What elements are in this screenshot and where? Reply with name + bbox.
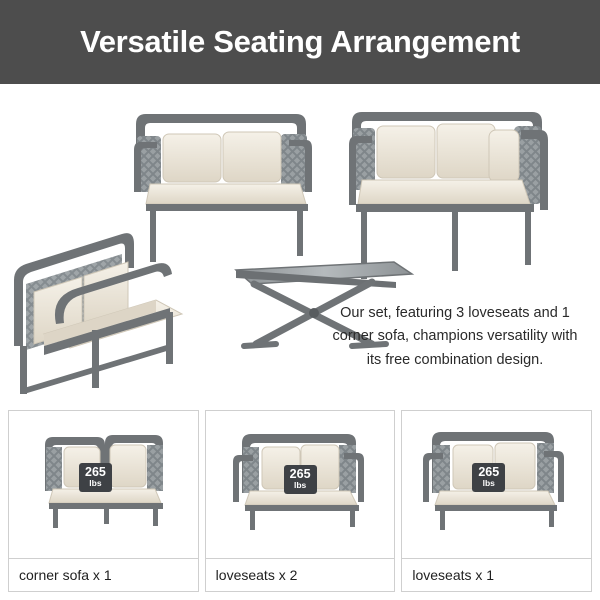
header-banner <box>0 0 600 84</box>
card-loveseats-two[interactable] <box>205 410 396 592</box>
back-right-sofa <box>349 112 548 279</box>
badge-value: 265 <box>478 465 500 479</box>
card-label-corner-sofa: corner sofa x 1 <box>9 558 198 591</box>
product-cards <box>0 404 600 600</box>
loveseat-two-seat-photo <box>206 411 395 558</box>
weight-capacity-badge <box>472 463 505 492</box>
badge-unit: lbs <box>293 480 307 491</box>
card-label-loveseats-one: loveseats x 1 <box>402 558 591 591</box>
badge-unit: lbs <box>482 478 495 489</box>
weight-capacity-badge <box>79 463 112 492</box>
badge-value: 265 <box>85 465 106 479</box>
front-left-loveseat <box>14 233 182 394</box>
card-loveseats-one[interactable] <box>401 410 592 592</box>
corner-sofa-photo <box>9 411 198 558</box>
hero-image <box>0 84 600 402</box>
hero-caption: Our set, featuring 3 loveseats and 1 corner sofa, champions versatility with its free combination design. <box>332 305 578 368</box>
back-left-loveseat <box>134 114 312 262</box>
weight-capacity-badge <box>284 465 317 494</box>
badge-value: 265 <box>289 467 311 481</box>
loveseat-one-photo <box>402 411 591 558</box>
page-title: Versatile Seating Arrangement <box>80 23 520 59</box>
card-label-loveseats-two: loveseats x 2 <box>206 558 395 591</box>
card-corner-sofa[interactable] <box>8 410 199 592</box>
badge-unit: lbs <box>89 478 102 489</box>
